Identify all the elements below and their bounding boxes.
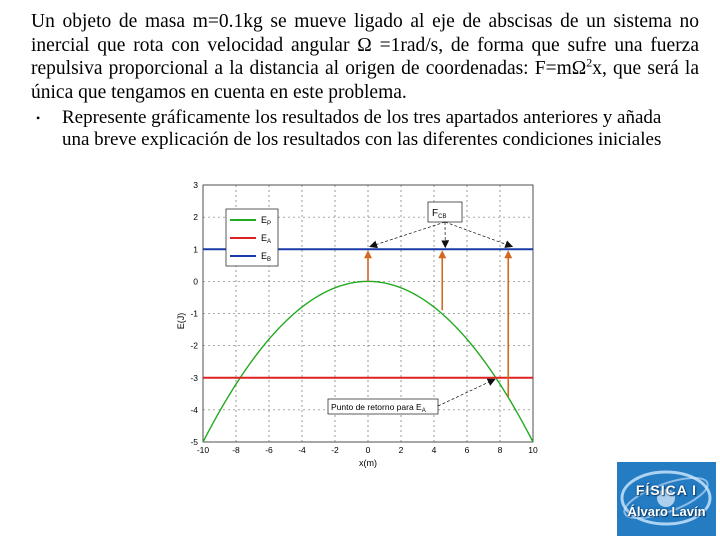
y-tick-label: 0	[193, 276, 198, 286]
x-tick-label: 4	[432, 445, 437, 455]
annotation-fcb-label: $F_{CB}$	[432, 208, 446, 220]
x-tick-label: -10	[197, 445, 210, 455]
x-tick-label: 0	[366, 445, 371, 455]
x-tick-label: 2	[399, 445, 404, 455]
x-tick-label: 10	[528, 445, 538, 455]
problem-exponent: 2	[586, 56, 592, 70]
logo-author: Álvaro Lavín	[617, 504, 716, 519]
legend-label-eb: $E_B$	[261, 251, 271, 263]
problem-text-part2: x, que será la única que tengamos en cuenta en este problema.	[31, 58, 699, 103]
x-tick-label: -6	[265, 445, 273, 455]
logo-title: FÍSICA I	[617, 482, 716, 498]
legend	[226, 209, 278, 266]
fisica-logo	[617, 462, 716, 536]
y-tick-label: 1	[193, 244, 198, 254]
y-tick-label: 2	[193, 212, 198, 222]
annotation-turning-label: Punto de retorno para $E_A$	[331, 402, 426, 414]
logo-emblem-icon	[617, 462, 716, 536]
y-tick-label: 3	[193, 180, 198, 190]
x-axis-label: x(m)	[359, 458, 377, 468]
y-tick-label: -2	[190, 341, 198, 351]
annotation-fcb-arrow	[371, 222, 445, 246]
x-tick-label: 8	[498, 445, 503, 455]
bullet-text: Represente gráficamente los resultados de los tres apartados anteriores y añada una breve explicación de los resultados con las diferentes condiciones iniciales	[62, 107, 692, 151]
annotation-turning-arrow	[438, 380, 494, 406]
problem-text-part1: Un objeto de masa m=0.1kg se mueve ligado al eje de abscisas de un sistema no inercial que rota con velocidad angular Ω =1rad/s, de forma que sufre una fuerza repulsiva proporcional a la distancia al origen de coordenadas: F=mΩ	[31, 11, 699, 79]
legend-label-ea: $E_A$	[261, 233, 271, 245]
x-tick-label: 6	[465, 445, 470, 455]
y-tick-label: -4	[190, 405, 198, 415]
x-tick-label: -2	[331, 445, 339, 455]
y-tick-label: -3	[190, 373, 198, 383]
x-tick-label: -4	[298, 445, 306, 455]
annotation-fcb-arrow	[445, 222, 511, 246]
problem-statement	[31, 10, 699, 104]
annotation-fcb	[428, 202, 462, 222]
y-tick-label: -5	[190, 437, 198, 447]
annotation-turning-point	[328, 399, 438, 414]
y-axis-label: E(J)	[176, 313, 186, 330]
energy-chart	[170, 176, 550, 471]
x-tick-label: -8	[232, 445, 240, 455]
y-tick-label: -1	[190, 309, 198, 319]
bullet-symbol: •	[36, 107, 40, 129]
legend-label-ep: $E_P$	[261, 215, 271, 227]
